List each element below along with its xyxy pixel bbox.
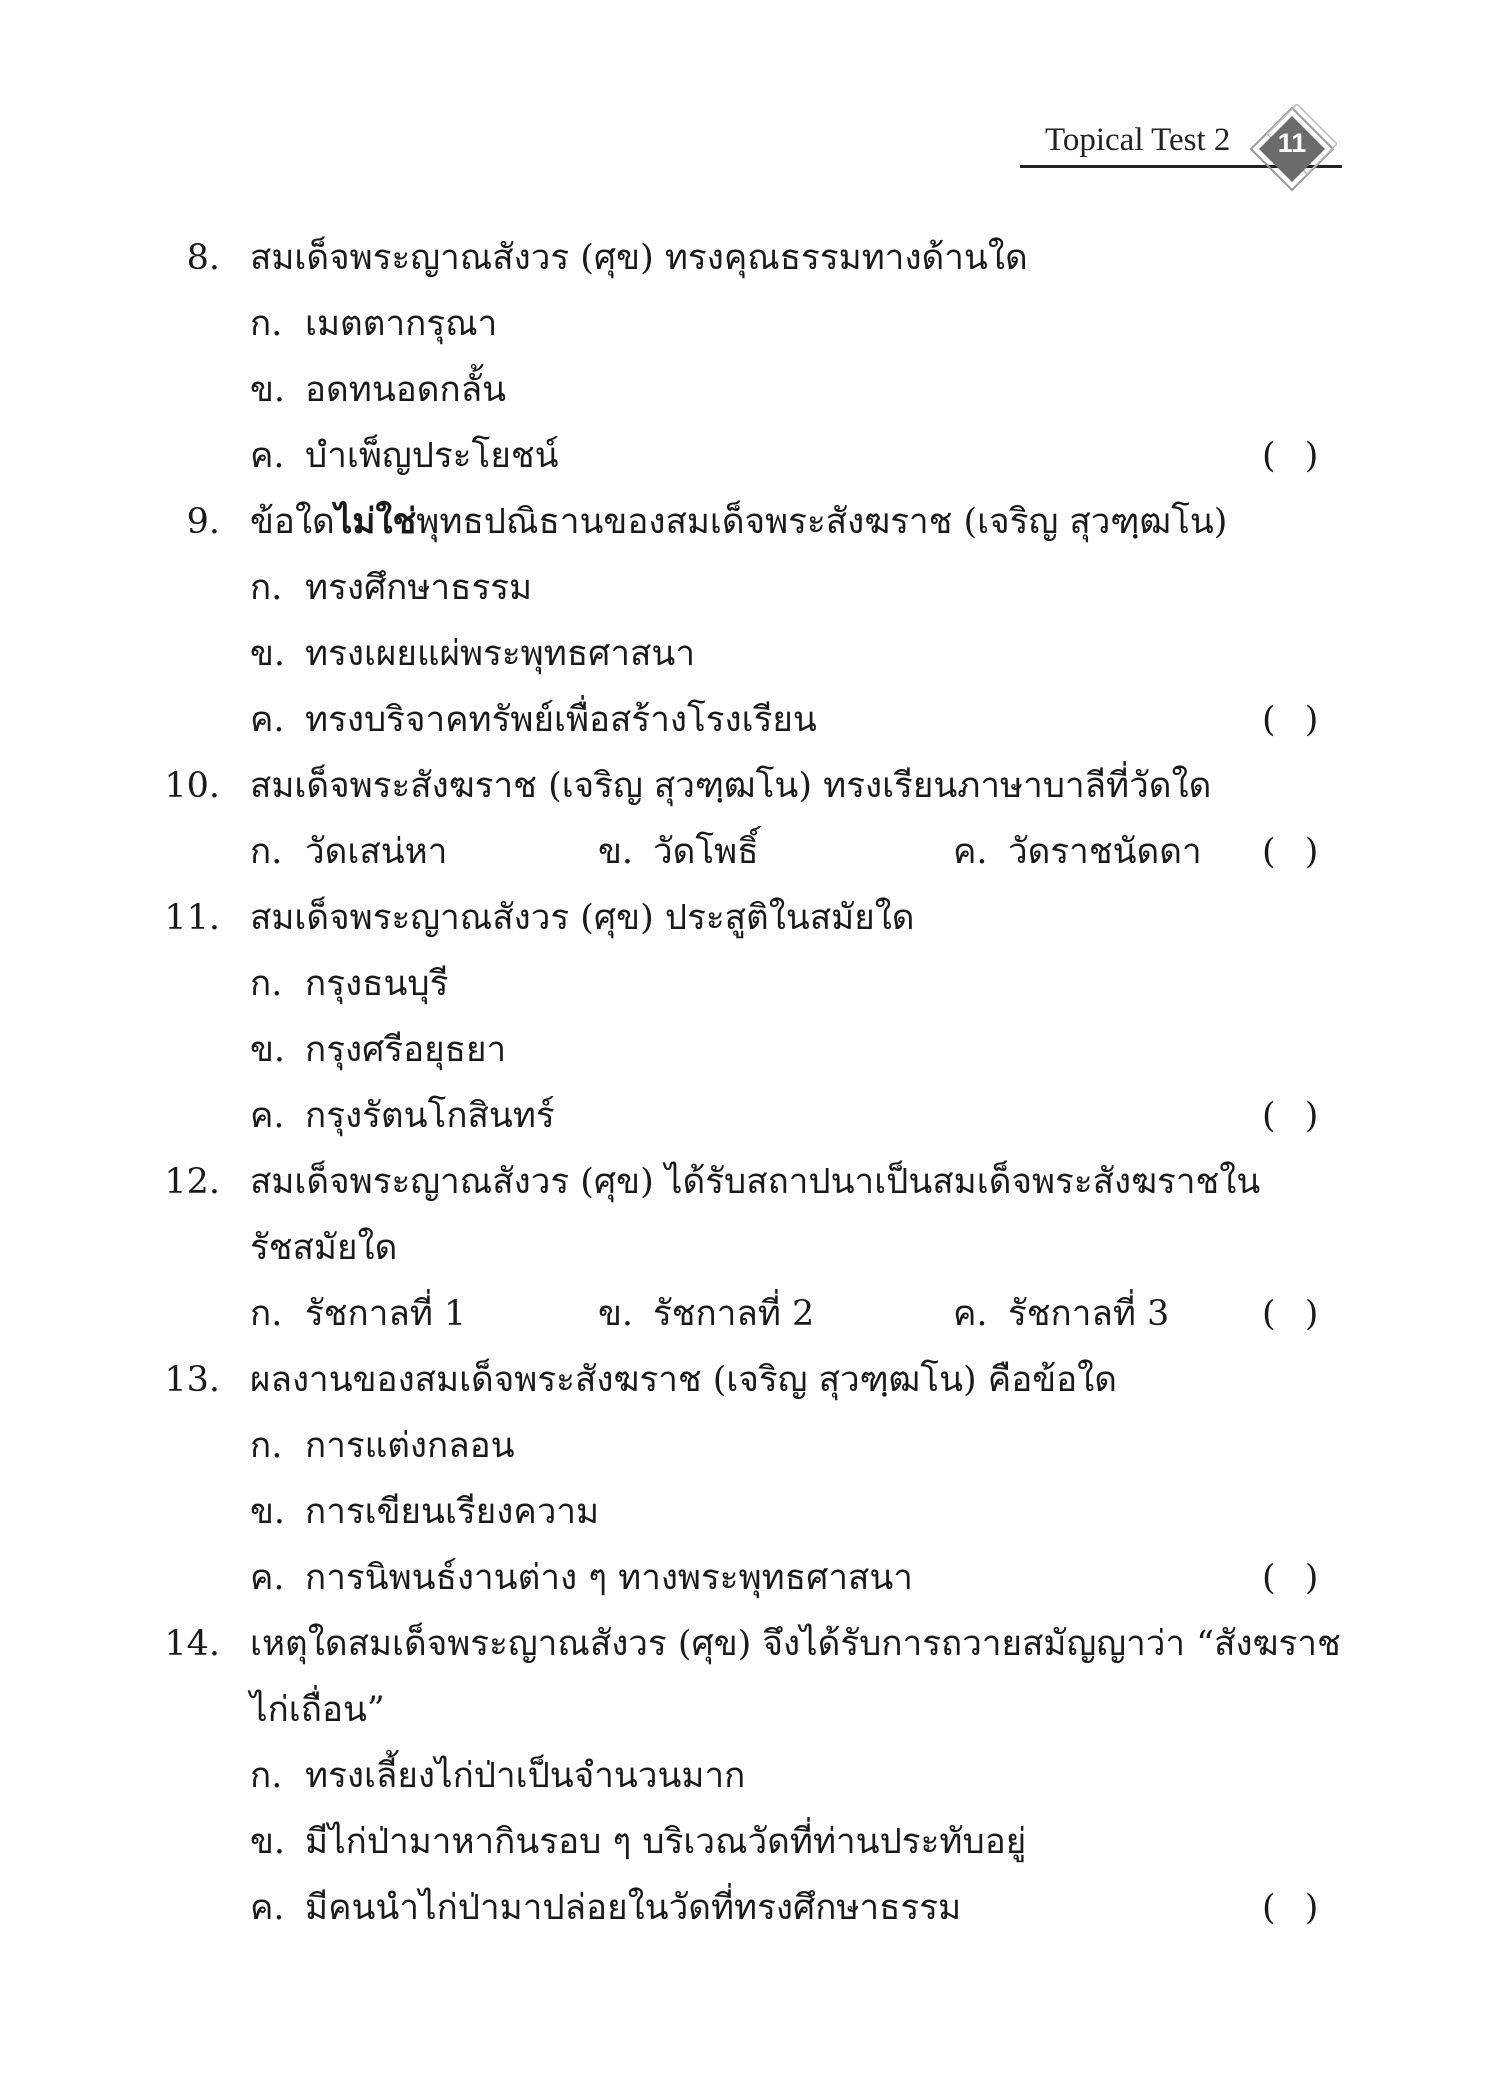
question-12-continued [0,1215,1503,1281]
option-b[interactable]: ข. การเขียนเรียงความ [250,1492,600,1532]
page-number: 11 [1277,128,1307,158]
option-a[interactable]: ก. กรุงธนบุรี [250,964,449,1004]
option-b[interactable]: ข. วัดโพธิ์ [598,832,759,872]
option-row [0,1809,1503,1875]
question-number: 8. [186,238,220,278]
option-a[interactable]: ก. วัดเสน่หา [250,832,448,872]
option-row [0,1743,1503,1809]
option-b[interactable]: ข. ทรงเผยแผ่พระพุทธศาสนา [250,634,695,674]
answer-blank[interactable]: ( ) [1262,1294,1319,1334]
option-a[interactable]: ก. รัชกาลที่ 1 [250,1294,467,1334]
option-row [0,819,1503,885]
question-list [0,225,1503,1941]
option-row [0,291,1503,357]
option-b[interactable]: ข. กรุงศรีอยุธยา [250,1030,507,1070]
question-9 [0,489,1503,555]
question-number: 14. [164,1624,220,1664]
option-a[interactable]: ก. ทรงศึกษาธรรม [250,568,533,608]
option-b[interactable]: ข. อดทนอดกลั้น [250,370,507,410]
question-10 [0,753,1503,819]
question-number: 10. [164,766,220,806]
question-number: 12. [164,1162,220,1202]
option-row [0,1083,1503,1149]
emphasis-text: ไม่ใช่ [334,501,417,542]
option-row [0,1281,1503,1347]
answer-blank[interactable]: ( ) [1262,832,1319,872]
option-row [0,423,1503,489]
question-14-continued [0,1677,1503,1743]
question-number: 9. [186,502,220,542]
question-14 [0,1611,1503,1677]
option-b[interactable]: ข. รัชกาลที่ 2 [598,1294,815,1334]
option-c[interactable]: ค. รัชกาลที่ 3 [953,1294,1170,1334]
question-text: ไก่เถื่อน” [250,1690,385,1730]
option-a[interactable]: ก. เมตตากรุณา [250,304,498,344]
option-row [0,687,1503,753]
answer-blank[interactable]: ( ) [1262,1558,1319,1598]
option-c[interactable]: ค. บำเพ็ญประโยชน์ [250,436,559,476]
option-row [0,1479,1503,1545]
option-c[interactable]: ค. มีคนนำไก่ป่ามาปล่อยในวัดที่ทรงศึกษาธรรม [250,1888,962,1928]
option-b[interactable]: ข. มีไก่ป่ามาหากินรอบ ๆ บริเวณวัดที่ท่านประทับอยู่ [250,1822,1027,1862]
question-number: 11. [164,898,220,938]
option-c[interactable]: ค. ทรงบริจาคทรัพย์เพื่อสร้างโรงเรียน [250,700,817,740]
option-row [0,951,1503,1017]
option-c[interactable]: ค. วัดราชนัดดา [953,832,1202,872]
section-title: Topical Test 2 [1045,122,1231,158]
answer-blank[interactable]: ( ) [1262,700,1319,740]
question-text: สมเด็จพระญาณสังวร (ศุข) ประสูติในสมัยใด [250,898,915,938]
option-row [0,621,1503,687]
page-number-badge [1247,104,1337,194]
option-row [0,1875,1503,1941]
question-text: รัชสมัยใด [250,1228,398,1268]
answer-blank[interactable]: ( ) [1262,1096,1319,1136]
question-number: 13. [164,1360,220,1400]
question-12 [0,1149,1503,1215]
option-c[interactable]: ค. กรุงรัตนโกสินทร์ [250,1096,555,1136]
question-13 [0,1347,1503,1413]
question-text: เหตุใดสมเด็จพระญาณสังวร (ศุข) จึงได้รับการถวายสมัญญาว่า “สังฆราช [250,1624,1341,1664]
question-11 [0,885,1503,951]
option-row [0,1017,1503,1083]
option-a[interactable]: ก. ทรงเลี้ยงไก่ป่าเป็นจำนวนมาก [250,1756,746,1796]
option-row [0,357,1503,423]
answer-blank[interactable]: ( ) [1262,436,1319,476]
option-row [0,1413,1503,1479]
question-text: ข้อใดไม่ใช่พุทธปณิธานของสมเด็จพระสังฆราช (เจริญ สุวฑฺฒโน) [250,501,1228,542]
question-8 [0,225,1503,291]
option-row [0,555,1503,621]
question-text: สมเด็จพระญาณสังวร (ศุข) ได้รับสถาปนาเป็นสมเด็จพระสังฆราชใน [250,1162,1261,1202]
question-text: สมเด็จพระญาณสังวร (ศุข) ทรงคุณธรรมทางด้านใด [250,238,1028,278]
question-text: ผลงานของสมเด็จพระสังฆราช (เจริญ สุวฑฺฒโน) คือข้อใด [250,1360,1117,1400]
option-c[interactable]: ค. การนิพนธ์งานต่าง ๆ ทางพระพุทธศาสนา [250,1558,913,1598]
question-text: สมเด็จพระสังฆราช (เจริญ สุวฑฺฒโน) ทรงเรียนภาษาบาลีที่วัดใด [250,766,1212,806]
answer-blank[interactable]: ( ) [1262,1888,1319,1928]
option-row [0,1545,1503,1611]
option-a[interactable]: ก. การแต่งกลอน [250,1426,515,1466]
page-header [1010,104,1350,204]
